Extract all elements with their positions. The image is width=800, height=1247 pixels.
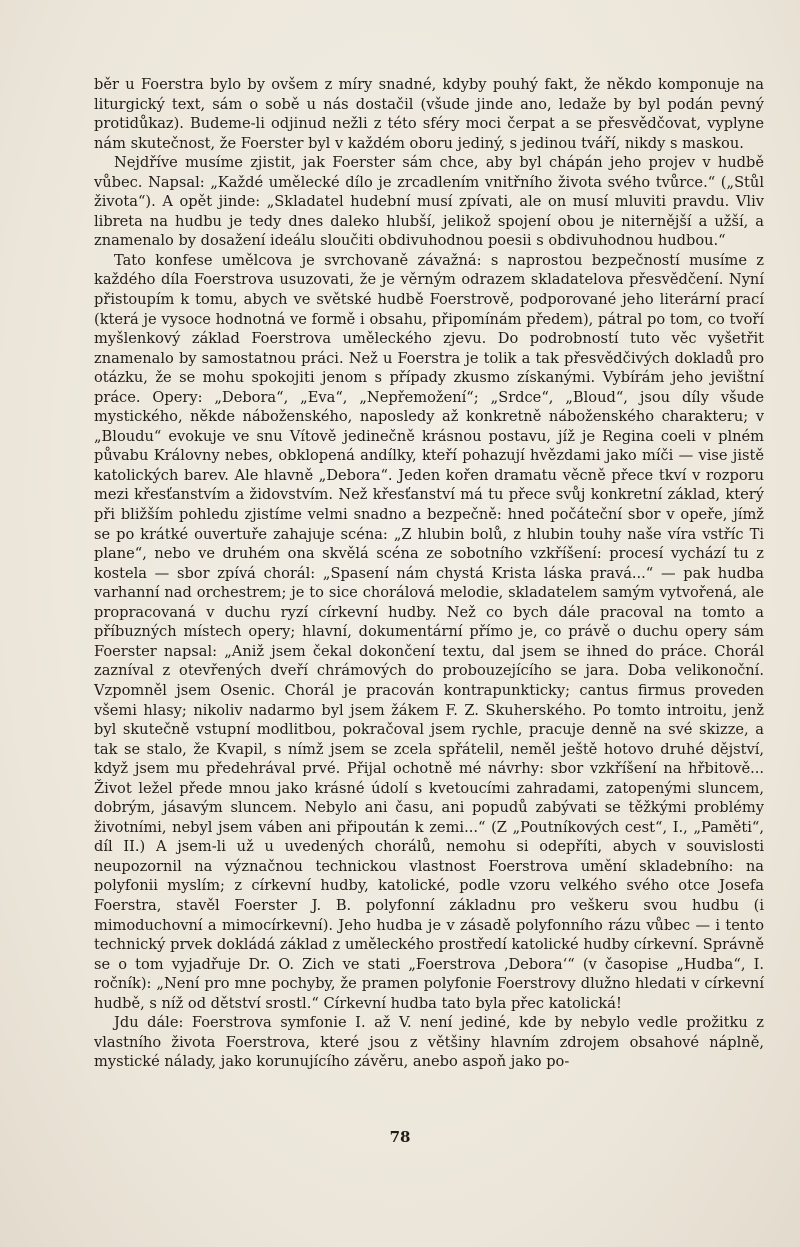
paragraph-1: běr u Foerstra bylo by ovšem z míry snadné, kdyby pouhý fakt, že někdo komponuje na liturgický text, sám o sobě u nás dostačil (všude jinde ano, ledaže by byl podán pevný protidůkaz). Budeme-li odjinud nežli z této sféry moci čerpat a se přesvědčovat, vyplyne nám skutečnost, že Foerster byl v každém oboru jediný, s jedinou tváří, nikdy s maskou. bbox=[94, 76, 764, 152]
page-number: 78 bbox=[389, 1128, 411, 1146]
paragraph-2: Nejdříve musíme zjistit, jak Foerster sám chce, aby byl chápán jeho projev v hudbě vůbec. Napsal: „Každé umělecké dílo je zrcadlením vnitřního života svého tvůrce.“ („Stůl života“). A opět jinde: „Skladatel hudební musí zpívati, ale on musí mluviti pravdu. Vliv libreta na hudbu je tedy dnes daleko hlubší, jelikož spojení obou je niternější a užší, a znamenalo by dosažení ideálu sloučiti obdivuhodnou poesii s obdivuhodnou hudbou.“ bbox=[94, 154, 764, 250]
paragraph-3: Tato konfese umělcova je svrchovaně závažná: s naprostou bezpečností musíme z každého díla Foerstrova usuzovati, že je věrným odrazem skladatelova přesvědčení. Nyní přistoupím k tomu, abych ve světské hudbě Foerstrově, podporované jeho literární prací (která je vysoce hodnotná ve formě i obsahu, připomínám předem), pátral po tom, co tvoří myšlenkový základ Foerstrova uměleckého zjevu. Do podrobností tuto věc vyšetřit znamenalo by samostatnou práci. Než u Foerstra je tolik a tak přesvědčivých dokladů pro otázku, že se mohu spokojiti jenom s případy zkusmo získanými. Vybírám jeho jevištní práce. Opery: „Debora“, „Eva“, „Nepřemožení“; „Srdce“, „Bloud“, jsou díly všude mystického, někde náboženského, naposledy až konkretně náboženského charakteru; v „Bloudu“ evokuje ve snu Vítově jedinečně krásnou postavu, jíž je Regina coeli v plném půvabu Královny nebes, obklopená andílky, kteří pohazují hvězdami jako míči — vise jistě katolických barev. Ale hlavně „Debora“. Jeden kořen dramatu věcně přece tkví v rozporu mezi křesťanstvím a židovstvím. Než křesťanství má tu přece svůj konkretní základ, který při bližším pohledu zjistíme velmi snadno a bezpečně: hned počáteční sbor v opeře, jímž se po krátké ouvertuře zahajuje scéna: „Z hlubin bolů, z hlubin touhy naše víra vstříc Ti plane“, nebo ve druhém ona skvělá scéna ze sobotního vzkříšení: procesí vychází tu z kostela — sbor zpívá chorál: „Spasení nám chystá Krista láska pravá...“ — pak hudba varhanní nad orchestrem; je to sice chorálová melodie, skladatelem samým vytvořená, ale propracovaná v duchu ryzí církevní hudby. Než co bych dále pracoval na tomto a příbuzných místech opery; hlavní, dokumentární přímo je, co právě o duchu opery sám Foerster napsal: „Aniž jsem čekal dokončení textu, dal jsem se ihned do práce. Chorál zazníval z otevřených dveří chrámových do probouzejícího se jara. Doba velikonoční. Vzpomněl jsem Osenic. Chorál je pracován kontrapunkticky; cantus firmus proveden všemi hlasy; nikoliv nadarmo byl jsem žákem F. Z. Skuherského. Po tomto introitu, jenž byl skutečně vstupní modlitbou, pokračoval jsem rychle, pracuje denně na své skizze, a tak se stalo, že Kvapil, s nímž jsem se zcela spřátelil, neměl ještě hotovo druhé dějství, když jsem mu předehrával prvé. Přijal ochotně mé návrhy: sbor vzkříšení na hřbitově... Život ležel přede mnou jako krásné údolí s kvetoucími zahradami, zatopenými sluncem, dobrým, jásavým sluncem. Nebylo ani času, ani popudů zabývati se těžkými problémy životními, nebyl jsem váben ani připoután k zemi...“ (Z „Poutníkových cest“, I., „Paměti“, díl II.) A jsem-li už u uvedených chorálů, nemohu si odepříti, abych v souvislosti neupozornil na význačnou technickou vlastnost Foerstrova umění skladebního: na polyfonii myslím; z církevní hudby, katolické, podle vzoru velkého svého otce Josefa Foerstra, stavěl Foerster J. B. polyfonní základnu pro veškeru svou hudbu (i mimoduchovní a mimocírkevní). Jeho hudba je v zásadě polyfonního rázu vůbec — i tento technický prvek dokládá základ z uměleckého prostředí katolické hudby církevní. Správně se o tom vyjadřuje Dr. O. Zich ve stati „Foerstrova ‚Debora‘“ (v časopise „Hudba“, I. ročník): „Není pro mne pochyby, že pramen polyfonie Foerstrovy dlužno hledati v církevní hudbě, s níž od dětství srostl.“ Církevní hudba tato byla přec katolická! bbox=[94, 251, 764, 1012]
paragraph-4: Jdu dále: Foerstrova symfonie I. až V. není jediné, kde by nebylo vedle prožitku z vlastního života Foerstrova, které jsou z většiny hlavním zdrojem obsahové náplně, mystické nálady, jako korunujícího závěru, anebo aspoň jako po- bbox=[94, 1014, 764, 1071]
body-text bbox=[94, 75, 764, 1072]
